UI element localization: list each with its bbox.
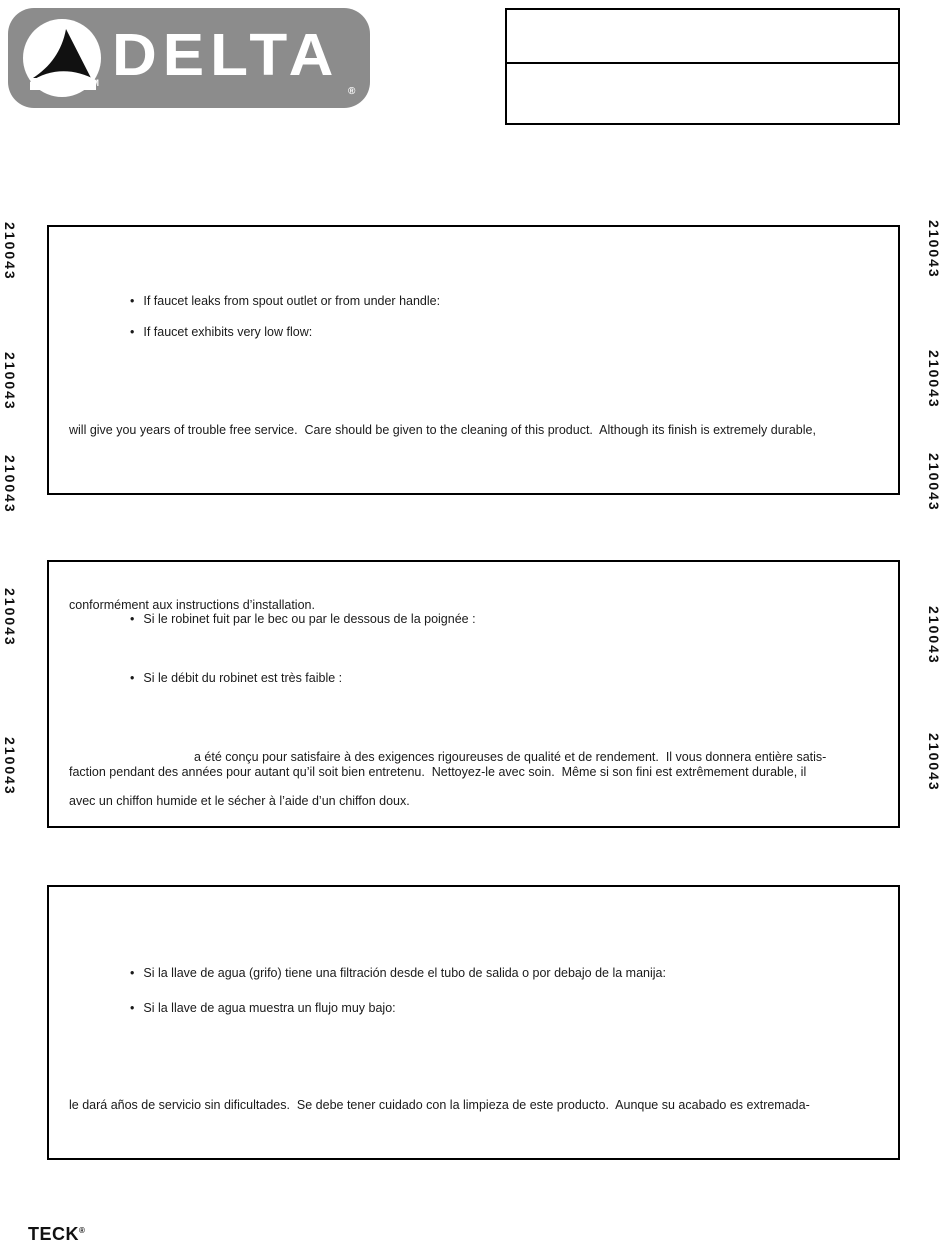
model-info-box	[505, 8, 900, 125]
margin-code-left-3: 210043	[2, 455, 18, 514]
list-item	[130, 966, 666, 982]
list-item	[130, 612, 476, 628]
bullet-icon: •	[130, 966, 135, 980]
spanish-bullet-2: Si la llave de agua muestra un flujo muy bajo:	[143, 1001, 396, 1015]
section-spanish-box	[47, 885, 900, 1160]
list-item	[130, 671, 342, 687]
margin-code-right-1: 210043	[926, 220, 942, 279]
delta-logo	[8, 8, 370, 108]
french-bullet-1: Si le robinet fuit par le bec ou par le dessous de la poignée :	[143, 612, 476, 626]
section-french-box	[47, 560, 900, 828]
french-paragraph-line-3: avec un chiffon humide et le sécher à l’aide d’un chiffon doux.	[69, 794, 410, 808]
margin-code-right-3: 210043	[926, 453, 942, 512]
teck-brand-text: TECK	[28, 1224, 79, 1244]
list-item	[130, 294, 440, 310]
margin-code-left-4: 210043	[2, 588, 18, 647]
french-intro: conformément aux instructions d’installation.	[69, 598, 315, 612]
bullet-icon: •	[130, 325, 135, 339]
margin-code-left-2: 210043	[2, 352, 18, 411]
margin-code-right-5: 210043	[926, 733, 942, 792]
section-english-box	[47, 225, 900, 495]
spanish-bullet-1: Si la llave de agua (grifo) tiene una filtración desde el tubo de salida o por debajo de la manija:	[143, 966, 666, 980]
english-bullet-2: If faucet exhibits very low flow:	[143, 325, 313, 339]
french-paragraph-line-1: a été conçu pour satisfaire à des exigences rigoureuses de qualité et de rendement. Il vous donnera entière satis-	[194, 750, 827, 764]
spanish-paragraph: le dará años de servicio sin dificultades. Se debe tener cuidado con la limpieza de este producto. Aunque su acabado es extremada-	[69, 1098, 810, 1112]
margin-code-right-4: 210043	[926, 606, 942, 665]
model-info-top-cell	[507, 10, 898, 64]
english-paragraph: will give you years of trouble free service. Care should be given to the cleaning of this product. Although its finish is extremely durable,	[69, 423, 816, 437]
list-item	[130, 325, 312, 341]
english-bullet-1: If faucet leaks from spout outlet or from under handle:	[143, 294, 441, 308]
bullet-icon: •	[130, 294, 135, 308]
french-paragraph-line-2: faction pendant des années pour autant qu’il soit bien entretenu. Nettoyez-le avec soin. Même si son fini est extrêmement durable, il	[69, 765, 807, 779]
margin-code-right-2: 210043	[926, 350, 942, 409]
margin-code-left-5: 210043	[2, 737, 18, 796]
registered-mark: ®	[79, 1226, 86, 1235]
list-item	[130, 1001, 396, 1017]
french-bullet-2: Si le débit du robinet est très faible :	[143, 671, 343, 685]
teck-brand	[28, 1224, 85, 1245]
registered-mark: ®	[348, 86, 356, 97]
model-info-bottom-cell	[507, 64, 898, 123]
bullet-icon: •	[130, 671, 135, 685]
margin-code-left-1: 210043	[2, 222, 18, 281]
logo-brand-text: DELTA	[112, 22, 340, 89]
bullet-icon: •	[130, 612, 135, 626]
bullet-icon: •	[130, 1001, 135, 1015]
trademark-mark: TM	[86, 78, 99, 88]
